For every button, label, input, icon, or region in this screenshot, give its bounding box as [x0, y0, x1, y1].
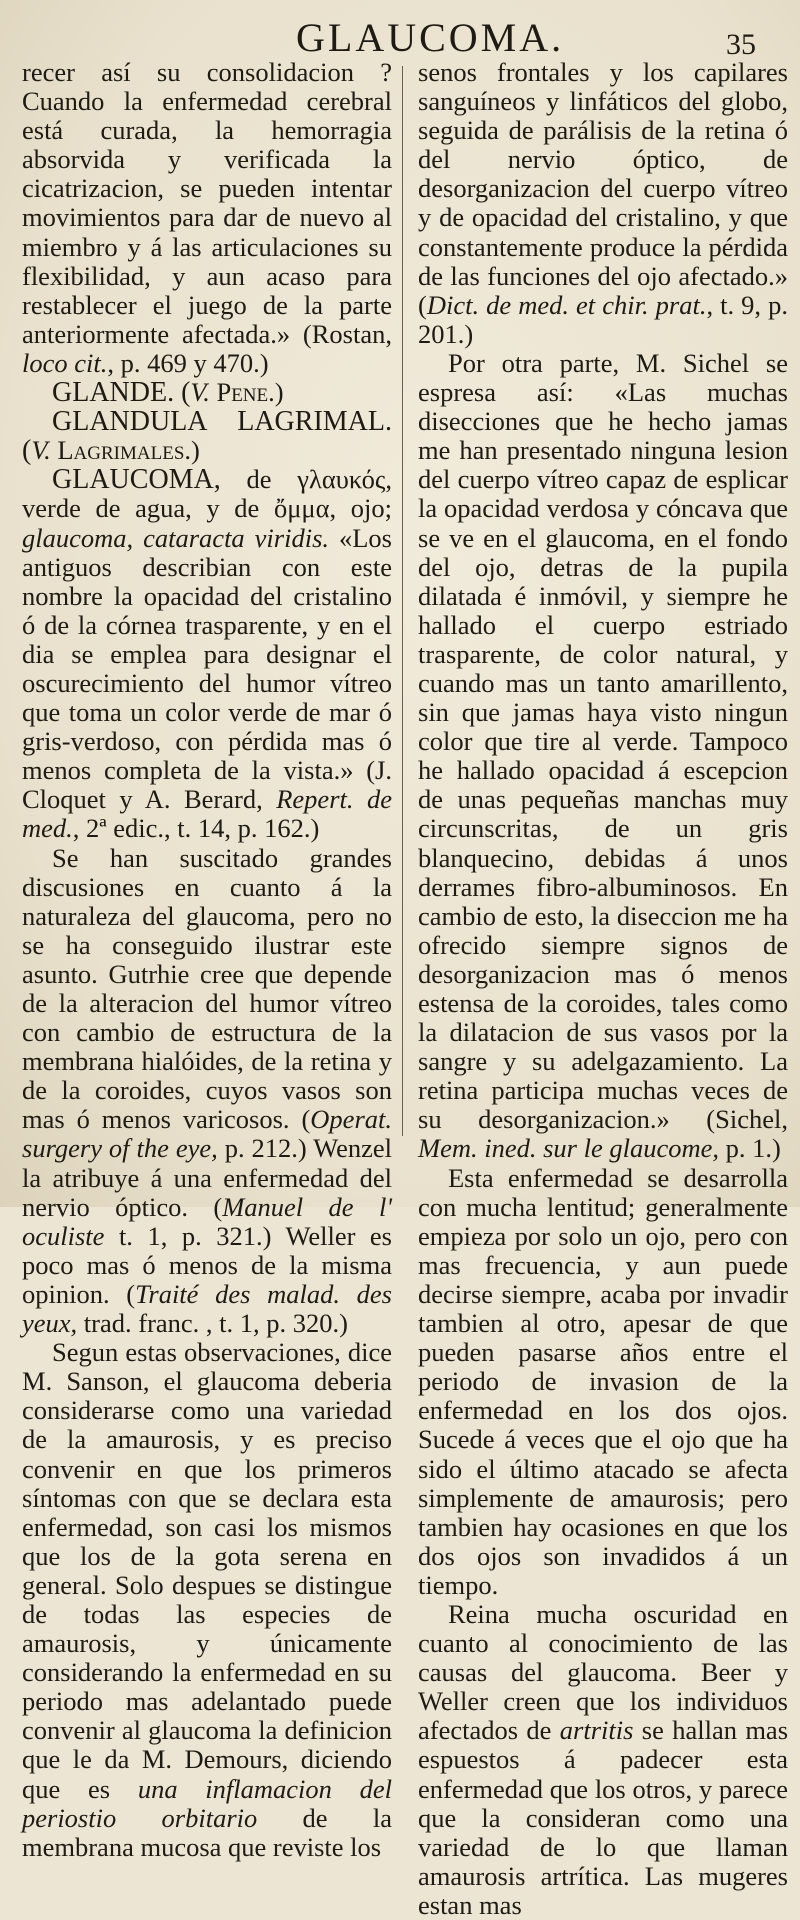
citation: Operat. surgery of the eye, — [22, 1104, 392, 1164]
column-divider — [402, 66, 403, 1136]
paragraph: recer así su consolidacion ? Cuando la enfermedad cerebral está curada, la hemorragia absorvida y verificada la cicatrizacion, se pueden intentar movimientos para dar de nuevo al miembro y á las articulaciones su flexibilidad, y aun acaso para restablecer el juego de la parte anteriormente afectada.» (Rostan, loco cit., p. 469 y 470.) — [22, 57, 392, 378]
citation: Dict. de med. et chir. prat. — [426, 289, 707, 320]
entry-heading: GLAUCOMA, — [52, 464, 221, 496]
paragraph: Segun estas observaciones, dice M. Sanson, el glaucoma deberia considerarse como una variedad de la amaurosis, y es preciso convenir en que los primeros síntomas con que se declara esta enfermedad, son casi los mismos que los de la gota serena en general. Solo despues se distingue de todas las especies de amaurosis, y únicamente considerando la enfermedad en su periodo mas adelantado puede convenir al glaucoma la definicion que le da M. Demours, diciendo que es una inflamacion del periostio orbitario de la membrana mucosa que reviste los — [22, 1337, 392, 1862]
page-title: GLAUCOMA. — [296, 15, 565, 60]
paragraph: Se han suscitado grandes discusiones en cuanto á la naturaleza del glaucoma, pero no se ha conseguido ilustrar este asunto. Gutrhie cree que depende de la alteracion del humor vítreo con cambio de estructura de la membrana hialóides, de la retina y de la coroides, cuyos vasos son mas ó menos varicosos. (Operat. surgery of the eye, p. 212.) Wenzel la atribuye á una enfermedad del nervio óptico. (Manuel de l' oculiste t. 1, p. 321.) Weller es poco mas ó menos de la misma opinion. (Traité des malad. des yeux, trad. franc. , t. 1, p. 320.) — [22, 842, 392, 1339]
left-column — [22, 58, 392, 1862]
page-number: 35 — [726, 28, 756, 61]
right-column — [418, 58, 788, 1920]
paragraph: senos frontales y los capilares sanguíneos y linfáticos del globo, seguida de parálisis de la retina ó del nervio óptico, de desorganizacion del cuerpo vítreo y de opacidad del cristalino, y que constantemente produce la pérdida de las funciones del ojo afectado.» (Dict. de med. et chir. prat., t. 9, p. 201.) — [418, 57, 788, 349]
citation: Traité des malad. des yeux, — [22, 1278, 392, 1339]
entry-glaucoma: GLAUCOMA, de γλαυκός, verde de agua, y de ὄμμα, ojo; glaucoma, cataracta viridis. «Los antiguos describian con este nombre la opacidad del cristalino ó de la córnea trasparente, y en el dia se emplea para designar el oscurecimiento del humor vítreo que toma un color verde de mar ó gris-verdoso, con pérdida mas ó menos completa de la vista.» (J. Cloquet y A. Berard, Repert. de med., 2ª edic., t. 14, p. 162.) — [22, 464, 393, 844]
citation: Mem. ined. sur le glaucome, — [418, 1133, 719, 1164]
paragraph: Por otra parte, M. Sichel se espresa así: «Las muchas disecciones que he hecho jamas me han presentado ninguna lesion del cuerpo vítreo capaz de esplicar la opacidad verdosa y cóncava que se ve en el glaucoma, en el fondo del ojo, detras de la pupila dilatada é inmóvil, y siempre he hallado el cuerpo estriado trasparente, de color natural, y cuando mas un tanto amarillento, sin que jamas haya visto ningun color que tire al verde. Tampoco he hallado opacidad á escepcion de unas pequeñas manchas muy circunscritas, de un gris blanquecino, debidas á unos derrames fibro-albuminosos. En cambio de esto, la diseccion me ha ofrecido siempre signos de desorganizacion mas ó menos estensa de la coroides, tales como la dilatacion de sus vasos por la sangre y su adelgazamiento. La retina participa muchas veces de su desorganizacion.» (Sichel, Mem. ined. sur le glaucome, p. 1.) — [418, 347, 788, 1164]
entry-glandula-lagrimal: GLANDULA LAGRIMAL. (V. Lagrimales.) — [22, 406, 392, 467]
paragraph: Reina mucha oscuridad en cuanto al conocimiento de las causas del glaucoma. Beer y Weller creen que los individuos afectados de artritis se hallan mas espuestos á padecer esta enfermedad que los otros, y parece que la consideran como una variedad de lo que llaman amaurosis artrítica. Las mugeres estan mas — [418, 1598, 789, 1920]
citation: Manuel de l' oculiste — [22, 1191, 392, 1251]
entry-glande: GLANDE. (V. Pene.) — [52, 377, 284, 409]
paragraph: Esta enfermedad se desarrolla con mucha lentitud; generalmente empieza por solo un ojo, pero con mas frecuencia, y aun puede decirse siempre, acaba por invadir tambien al otro, apesar de que pueden pasarse años entre el periodo de invasion de la enfermedad en los dos ojos. Sucede á veces que el ojo que ha sido el último atacado se afecta simplemente de amaurosis; pero tambien hay ocasiones en que los dos ojos son invadidos á un tiempo. — [418, 1162, 788, 1600]
citation: loco cit. — [22, 347, 108, 378]
citation: Repert. de med. — [22, 784, 393, 844]
